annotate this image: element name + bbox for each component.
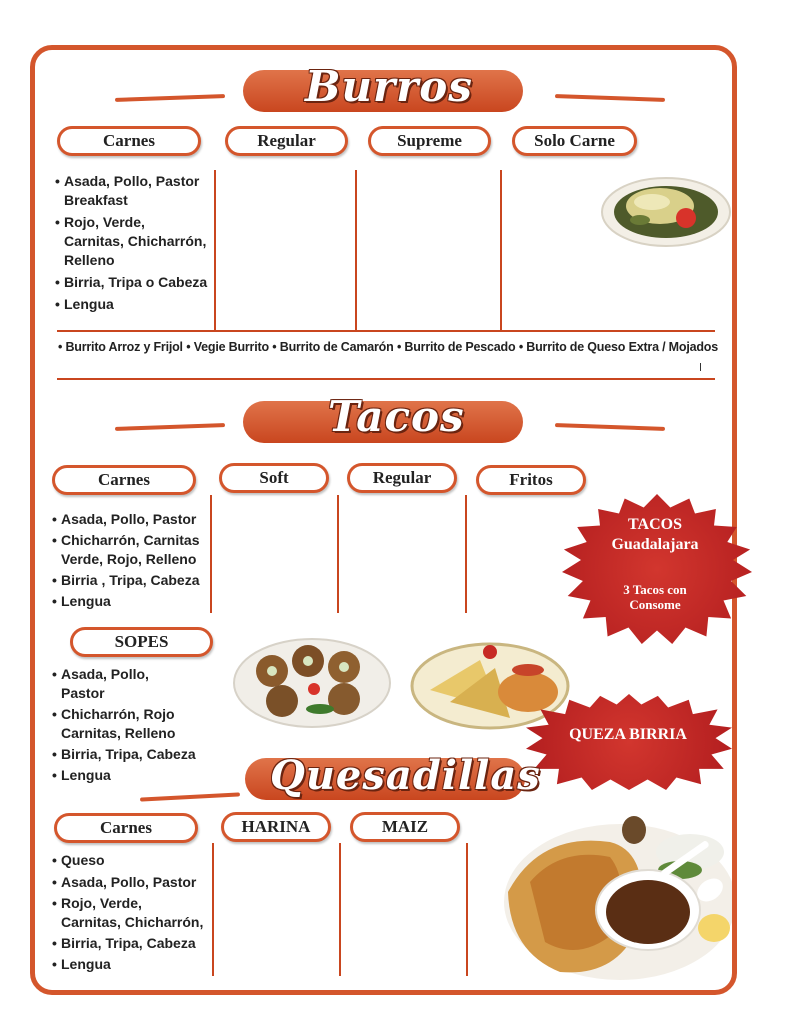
list-item: • Lengua	[52, 766, 212, 785]
column-divider	[355, 170, 357, 330]
list-item: • Rojo, Verde, Carnitas, Chicharrón,	[52, 894, 212, 932]
list-item: • Birria , Tripa, Cabeza	[52, 571, 212, 590]
list-item: • Chicharrón, Rojo Carnitas, Relleno	[52, 705, 212, 743]
tacos-carnes-list	[52, 510, 212, 613]
tacos-title: Tacos	[328, 392, 465, 441]
burros-header-solo-carne: Solo Carne	[512, 126, 637, 156]
tacos-special-line4: Consome	[629, 597, 681, 612]
burros-extras-top-rule	[57, 330, 715, 332]
list-item: • Lengua	[52, 592, 212, 611]
quesadillas-header-maiz: MAIZ	[350, 812, 460, 842]
extra-item: • Burrito Arroz y Frijol	[58, 340, 183, 354]
list-item: • Queso	[52, 851, 212, 870]
list-item: • Asada, Pollo, Pastor Breakfast	[55, 172, 215, 210]
column-divider	[214, 170, 216, 330]
list-item: • Rojo, Verde, Carnitas, Chicharrón, Relleno	[55, 213, 215, 270]
list-item: • Birria, Tripa, Cabeza	[52, 745, 212, 764]
burros-header-regular: Regular	[225, 126, 348, 156]
tacos-special-line1: TACOS	[628, 516, 682, 533]
column-divider	[339, 843, 341, 976]
quesabirria-consome-photo	[500, 812, 732, 982]
sopes-list	[52, 665, 212, 787]
column-divider	[210, 495, 212, 613]
street-tacos-platter-photo	[232, 637, 392, 729]
tick-mark	[700, 363, 701, 371]
burrito-plate-photo	[600, 172, 732, 248]
extra-item: Extra / Mojados	[628, 340, 718, 354]
list-item: • Chicharrón, Carnitas Verde, Rojo, Relleno	[52, 531, 212, 569]
quesadillas-header-carnes: Carnes	[54, 813, 198, 843]
list-item: • Lengua	[55, 295, 215, 314]
tacos-special-line2: Guadalajara	[611, 536, 699, 553]
burros-header-supreme: Supreme	[368, 126, 491, 156]
tacos-header-carnes: Carnes	[52, 465, 196, 495]
tacos-special-name	[580, 515, 730, 555]
list-item: • Birria, Tripa, Cabeza	[52, 934, 212, 953]
burros-extras-row	[58, 340, 718, 354]
sopes-header: SOPES	[70, 627, 213, 657]
list-item: • Lengua	[52, 955, 212, 974]
burros-header-carnes: Carnes	[57, 126, 201, 156]
tacos-header-soft: Soft	[219, 463, 329, 493]
column-divider	[465, 495, 467, 613]
burros-carnes-list	[55, 172, 215, 317]
tacos-special-desc	[580, 582, 730, 612]
burros-extras-bottom-rule	[57, 378, 715, 380]
extra-item: • Burrito de Pescado	[396, 340, 516, 354]
list-item: • Asada, Pollo, Pastor	[52, 510, 212, 529]
tacos-header-fritos: Fritos	[476, 465, 586, 495]
list-item: • Asada, Pollo, Pastor	[52, 665, 212, 703]
quesadillas-title: Quesadillas	[270, 752, 541, 799]
burros-title: Burros	[305, 62, 473, 111]
column-divider	[466, 843, 468, 976]
column-divider	[500, 170, 502, 330]
column-divider	[212, 843, 214, 976]
quesadillas-header-harina: HARINA	[221, 812, 331, 842]
queza-birria-label: QUEZA BIRRIA	[569, 726, 687, 743]
extra-item: • Vegie Burrito	[186, 340, 269, 354]
list-item: • Birria, Tripa o Cabeza	[55, 273, 215, 292]
list-item: • Asada, Pollo, Pastor	[52, 873, 212, 892]
extra-item: • Burrito de Camarón	[272, 340, 394, 354]
extra-item: • Burrito de Queso	[518, 340, 626, 354]
tacos-header-regular: Regular	[347, 463, 457, 493]
column-divider	[337, 495, 339, 613]
tacos-special-line3: 3 Tacos con	[623, 582, 687, 597]
quesadillas-carnes-list	[52, 851, 212, 976]
